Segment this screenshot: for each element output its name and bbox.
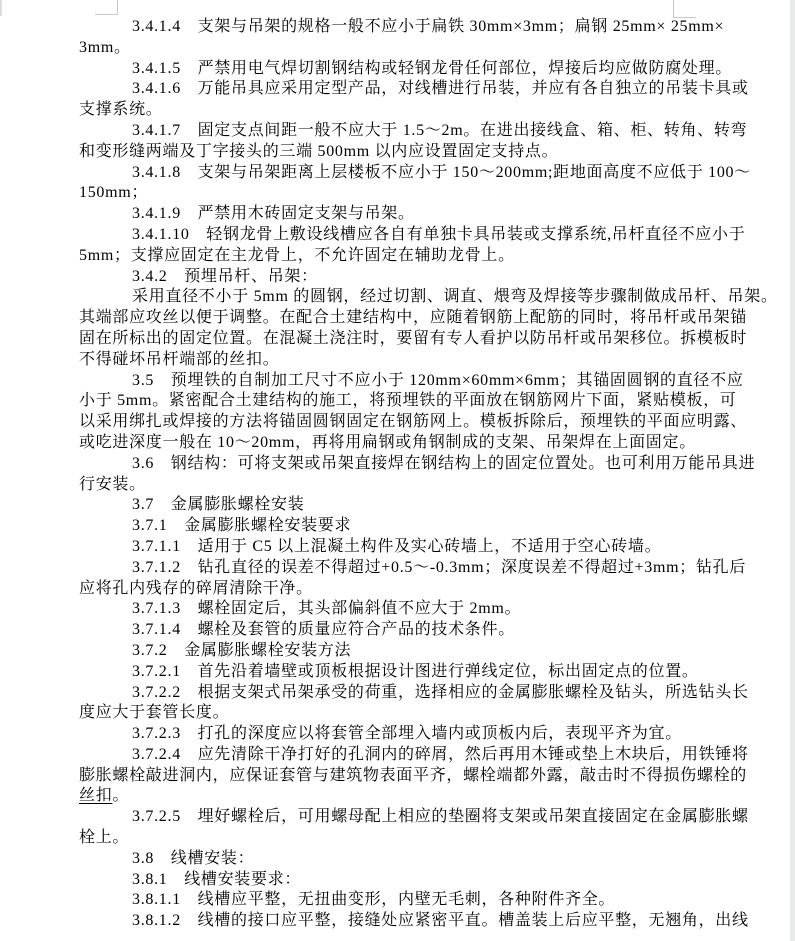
text-line: 栓上。 [79,829,130,847]
text-line: 其端部应攻丝以便于调整。在配合土建结构中，应随着钢筋上配筋的同时，将吊杆或吊架锚 [79,309,748,327]
text-line: 3.4.1.6 万能吊具应采用定型产品，对线槽进行吊装，并应有各自独立的吊装卡具或 [132,80,749,98]
text-boundary-mark-right [673,0,696,18]
text-line: 3.4.1.7 固定支点间距一般不应大于 1.5～2m。在进出接线盒、箱、柜、转角、转弯 [132,121,748,139]
text-line: 3.8.1 线槽安装要求： [132,870,302,888]
text-line: 150mm； [79,184,149,202]
text-line: 以采用绑扎或焊接的方法将锚固圆钢固定在钢筋网上。模板拆除后，预埋铁的平面应明露、 [79,413,748,431]
text-line: 3.8.1.2 线槽的接口应平整，接缝处应紧密平直。槽盖装上后应平整，无翘角，出线 [132,912,749,930]
text-line: 3.4.1.4 支架与吊架的规格一般不应小于扁铁 30mm×3mm；扁钢 25mm× 25mm× [132,18,725,35]
text-line: 3.7.1.4 螺栓及套管的质量应符合产品的技术条件。 [132,621,515,639]
text-line: 3.4.2 预埋吊杆、吊架： [132,267,318,285]
page-edge-tick [0,0,2,16]
text-line: 3.7.1.3 螺栓固定后，其头部偏斜值不应大于 2mm。 [132,600,522,618]
text-line: 3.8.1.1 线槽应平整，无扭曲变形，内壁无毛刺，各种附件齐全。 [132,891,616,909]
text-line: 3.7.1 金属膨胀螺栓安装要求 [132,517,352,535]
text-line: 行安装。 [79,475,146,493]
text-line: 5mm；支撑应固定在主龙骨上，不允许固定在辅助龙骨上。 [79,246,515,264]
text-line: 丝扣。 [79,787,130,805]
text-line: 3.4.1.10 轻钢龙骨上敷设线槽应各自有单独卡具吊装或支撑系统,吊杆直径不应小于 [132,225,746,243]
text-line: 3.4.1.5 严禁用电气焊切割钢结构或轻钢龙骨任何部位，焊接后均应做防腐处理。 [132,59,733,77]
canvas-right-gutter [790,0,795,941]
text-line: 小于 5mm。紧密配合土建结构的施工，将预埋铁的平面放在钢筋网片下面，紧贴模板，可 [79,392,737,410]
text-line: 3.7.1.2 钻孔直径的误差不得超过+0.5～-0.3mm；深度误差不得超过+3mm；钻孔后 [132,558,747,576]
text-boundary-mark-left [95,0,118,15]
text-line: 3mm。 [79,38,131,56]
text-line: 支撑系统。 [79,101,163,119]
text-line: 应将孔内残存的碎屑清除干净。 [79,579,313,597]
text-line: 3.4.1.9 严禁用木砖固定支架与吊架。 [132,205,415,223]
text-line: 3.7.2.1 首先沿着墙壁或顶板根据设计图进行弹线定位，标出固定点的位置。 [132,662,699,680]
text-line: 度应大于套管长度。 [79,704,230,722]
text-line: 采用直径不小于 5mm 的圆钢，经过切割、调直、煨弯及焊接等步骤制做成吊杆、吊架。 [132,288,778,306]
document-body [79,17,778,932]
text-line: 3.7.2.2 根据支架式吊架承受的荷重，选择相应的金属膨胀螺栓及钻头，所选钻头长 [132,683,749,701]
text-line: 固在所标出的固定位置。在混凝土浇注时，要留有专人看护以防吊杆或吊架移位。拆模板时 [79,329,748,347]
text-line: 不得碰坏吊杆端部的丝扣。 [79,350,280,368]
text-line: 3.7.2.3 打孔的深度应以将套管全部埋入墙内或顶板内后，表现平齐为宜。 [132,725,682,743]
text-line: 3.7 金属膨胀螺栓安装 [132,496,305,514]
text-line: 3.8 线槽安装： [132,849,255,867]
text-line: 3.6 钢结构：可将支架或吊架直接焊在钢结构上的固定位置处。也可利用万能吊具进 [132,454,756,472]
text-line: 膨胀螺栓敲进洞内，应保证套管与建筑物表面平齐，螺栓端都外露，敲击时不得损伤螺栓的 [79,766,748,784]
text-line: 3.7.2.5 埋好螺栓后，可用螺母配上相应的垫圈将支架或吊架直接固定在金属膨胀螺 [132,808,749,826]
text-line: 3.7.1.1 适用于 C5 以上混凝土构件及实心砖墙上，不适用于空心砖墙。 [132,537,662,555]
underlined-text: 丝扣 [79,787,113,805]
text-line: 3.7.2.4 应先清除干净打好的孔洞内的碎屑，然后再用木锤或垫上木块后，用铁锤将 [132,745,749,763]
text-line: 3.5 预埋铁的自制加工尺寸不应小于 120mm×60mm×6mm；其锚固圆钢的直径不应 [132,371,744,389]
text-line: 3.4.1.8 支架与吊架距离上层楼板不应小于 150～200mm;距地面高度不应低于 100～ [132,163,751,181]
text-line: 3.7.2 金属膨胀螺栓安装方法 [132,641,352,659]
text-line: 或吃进深度一般在 10～20mm，再将用扁钢或角钢制成的支架、吊架焊在上面固定。 [79,433,696,451]
text-line: 和变形缝两端及丁字接头的三端 500mm 以内应设置固定支持点。 [79,142,559,160]
